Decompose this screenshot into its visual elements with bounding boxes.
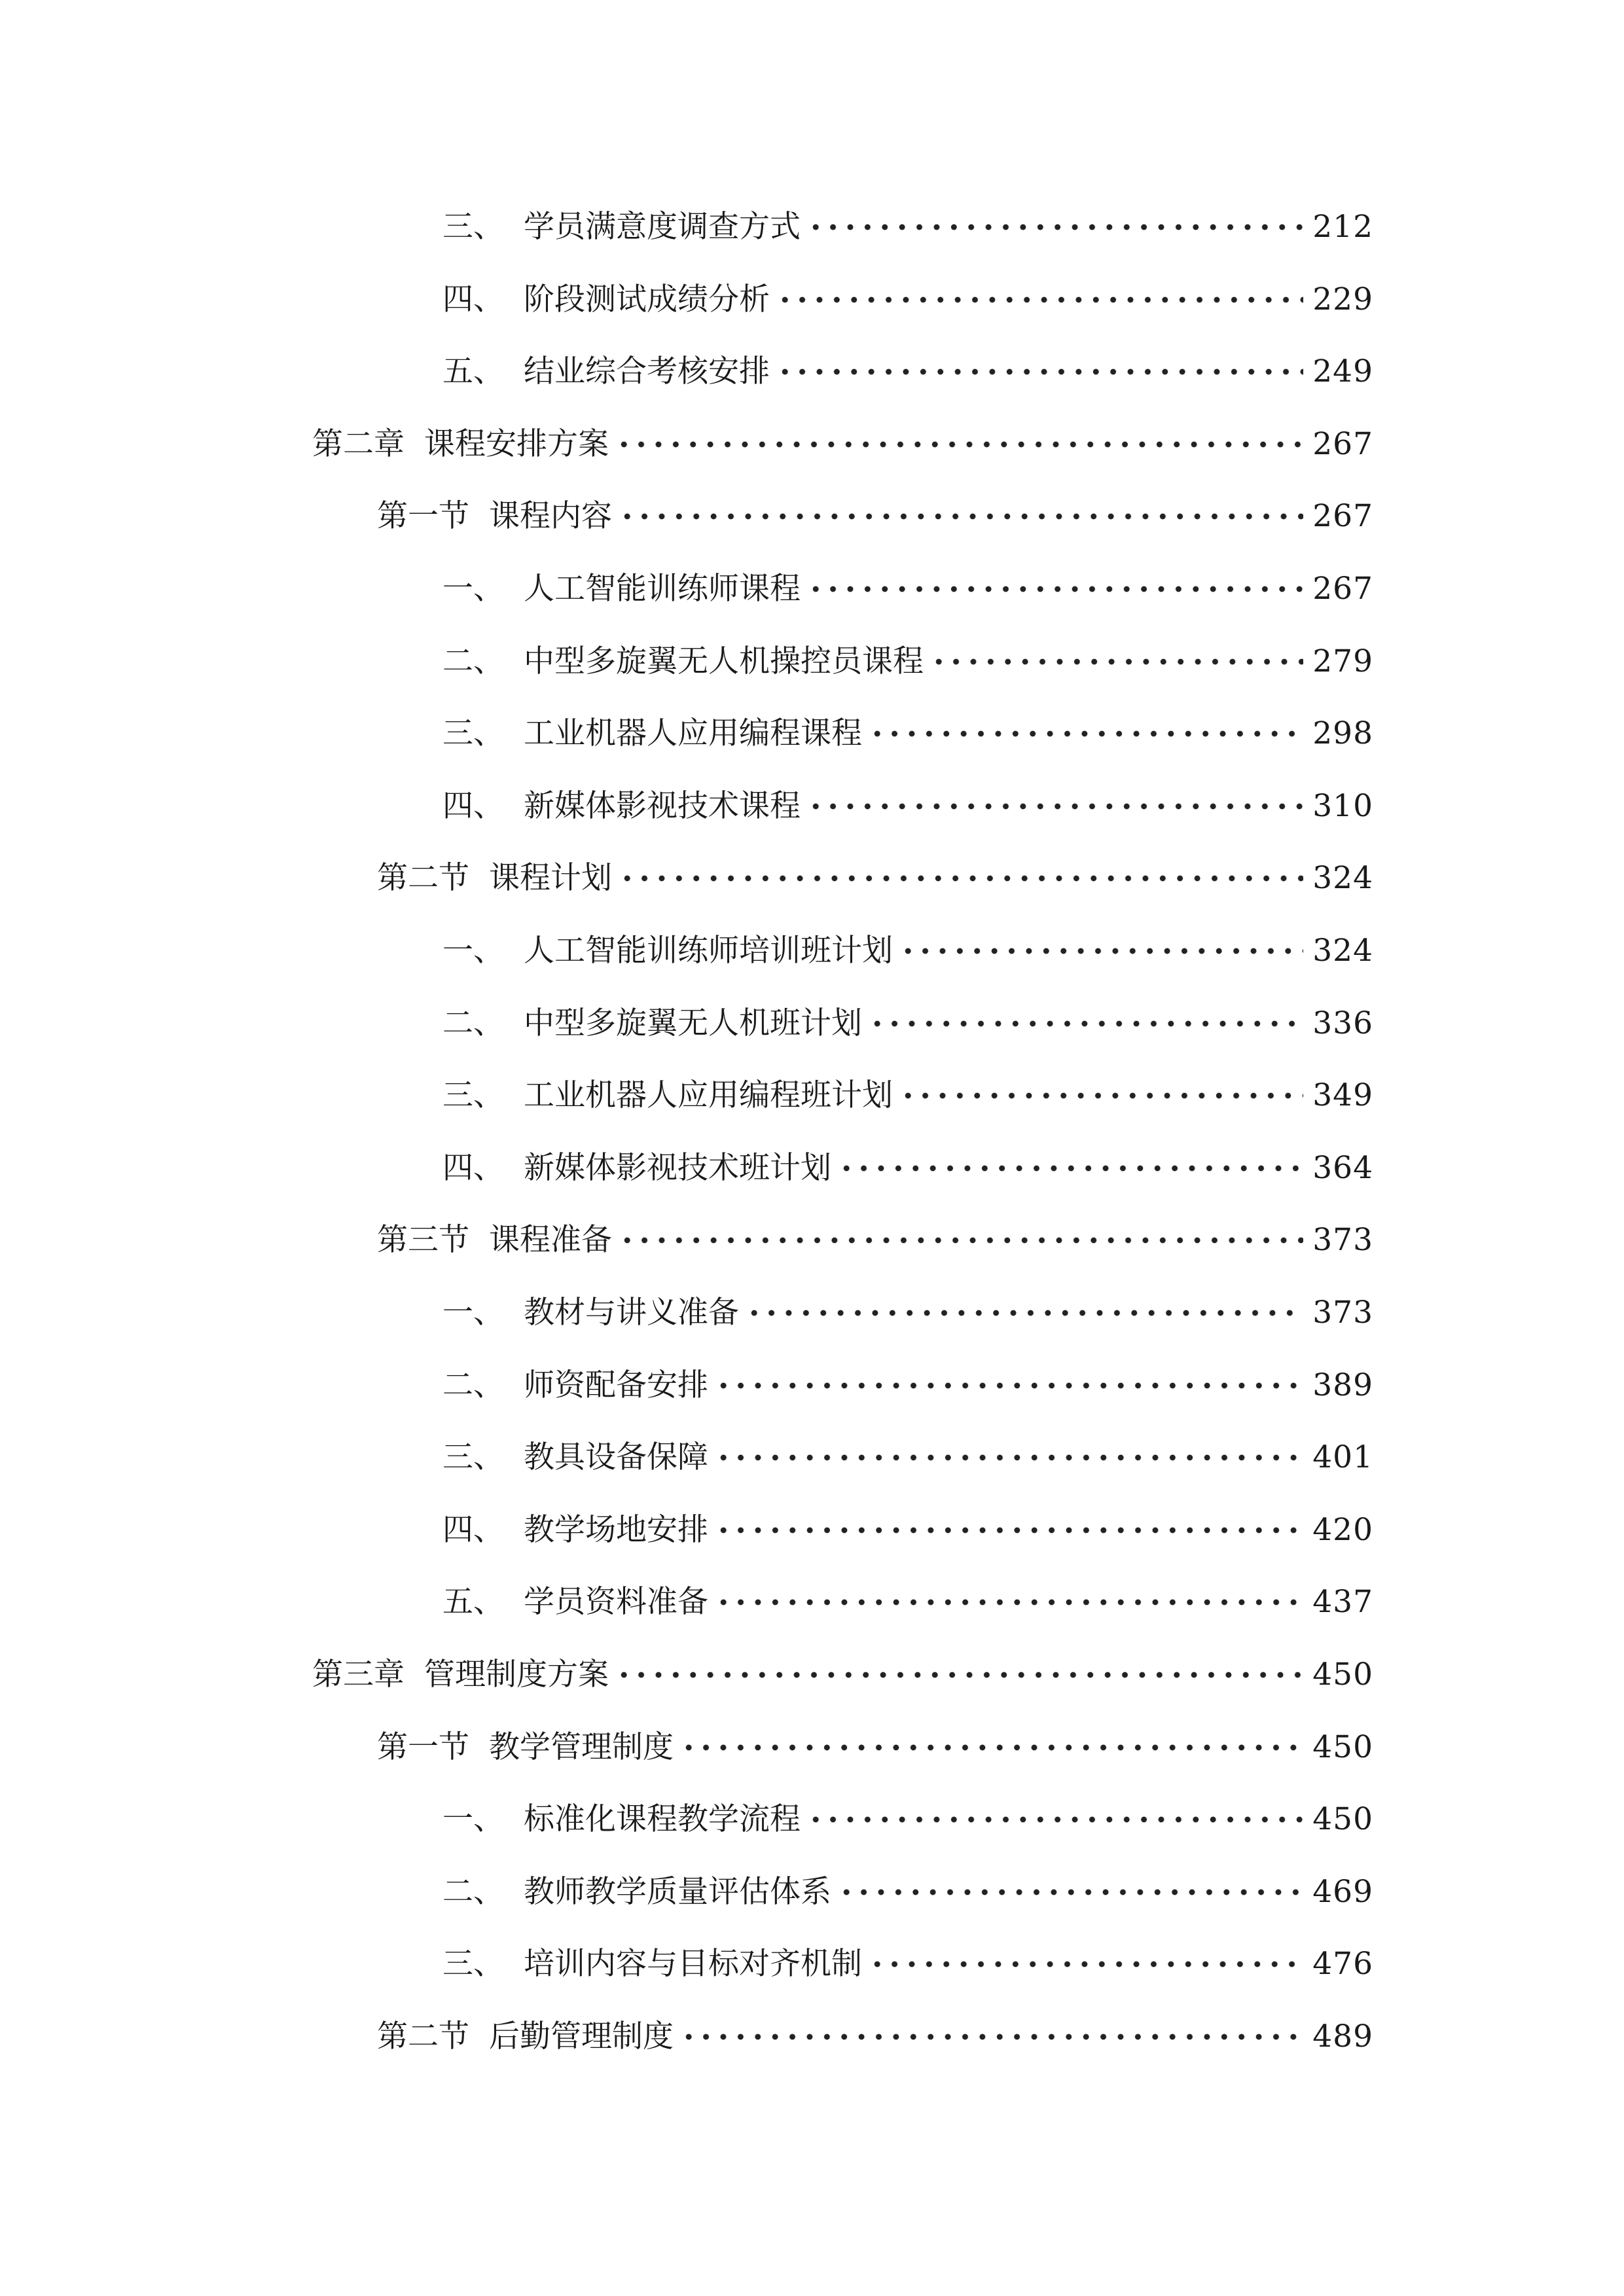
toc-entry-page-number: 450 bbox=[1312, 1801, 1373, 1837]
toc-entry-page-number: 212 bbox=[1312, 209, 1373, 245]
toc-entry-number: 第一节 bbox=[377, 1729, 469, 1765]
toc-entry-item[interactable] bbox=[442, 1579, 1373, 1625]
toc-entry-item[interactable] bbox=[442, 1073, 1373, 1119]
toc-dot-leader bbox=[715, 1444, 1303, 1471]
toc-entry-number: 三、 bbox=[442, 715, 504, 751]
toc-dot-leader bbox=[715, 1517, 1303, 1543]
toc-dot-leader bbox=[619, 1227, 1303, 1253]
toc-entry-title: 课程计划 bbox=[489, 860, 612, 896]
toc-entry-page-number: 450 bbox=[1312, 1657, 1373, 1693]
toc-dot-leader bbox=[776, 287, 1303, 313]
toc-entry-title: 后勤管理制度 bbox=[489, 2018, 674, 2054]
toc-entry-page-number: 476 bbox=[1312, 1946, 1373, 1982]
toc-entry-page-number: 336 bbox=[1312, 1005, 1373, 1041]
toc-dot-leader bbox=[715, 1589, 1303, 1615]
toc-entry-item[interactable] bbox=[442, 711, 1373, 757]
toc-dot-leader bbox=[680, 1734, 1303, 1761]
toc-entry-page-number: 298 bbox=[1312, 715, 1373, 751]
toc-entry-title: 学员满意度调查方式 bbox=[524, 209, 801, 245]
toc-entry-number: 二、 bbox=[442, 1874, 504, 1910]
toc-dot-leader bbox=[807, 793, 1303, 819]
toc-entry-number: 一、 bbox=[442, 933, 504, 969]
toc-entry-page-number: 324 bbox=[1312, 860, 1373, 896]
toc-entry-section[interactable] bbox=[377, 2014, 1373, 2060]
toc-entry-page-number: 401 bbox=[1312, 1439, 1373, 1475]
toc-entry-item[interactable] bbox=[442, 1290, 1373, 1336]
toc-entry-item[interactable] bbox=[442, 566, 1373, 612]
toc-dot-leader bbox=[619, 503, 1303, 529]
toc-dot-leader bbox=[869, 721, 1303, 747]
toc-dot-leader bbox=[838, 1155, 1303, 1181]
toc-entry-number: 一、 bbox=[442, 1295, 504, 1331]
toc-entry-page-number: 373 bbox=[1312, 1295, 1373, 1331]
toc-entry-number: 二、 bbox=[442, 1367, 504, 1403]
toc-entry-number: 五、 bbox=[442, 353, 504, 389]
toc-dot-leader bbox=[869, 1011, 1303, 1037]
toc-dot-leader bbox=[715, 1372, 1303, 1399]
toc-dot-leader bbox=[619, 865, 1303, 891]
toc-entry-title: 工业机器人应用编程课程 bbox=[524, 715, 862, 751]
toc-entry-title: 教师教学质量评估体系 bbox=[524, 1874, 831, 1910]
toc-entry-item[interactable] bbox=[442, 783, 1373, 829]
toc-dot-leader bbox=[615, 1662, 1303, 1688]
toc-entry-item[interactable] bbox=[442, 204, 1373, 250]
toc-entry-number: 第二章 bbox=[312, 426, 405, 462]
toc-entry-item[interactable] bbox=[442, 1941, 1373, 1987]
toc-entry-page-number: 324 bbox=[1312, 933, 1373, 969]
toc-entry-number: 三、 bbox=[442, 209, 504, 245]
toc-entry-title: 教具设备保障 bbox=[524, 1439, 708, 1475]
toc-entry-page-number: 389 bbox=[1312, 1367, 1373, 1403]
toc-dot-leader bbox=[869, 1951, 1303, 1977]
toc-entry-title: 人工智能训练师培训班计划 bbox=[524, 933, 893, 969]
toc-entry-section[interactable] bbox=[377, 493, 1373, 539]
toc-entry-number: 第一节 bbox=[377, 498, 469, 534]
toc-dot-leader bbox=[746, 1300, 1303, 1326]
toc-entry-item[interactable] bbox=[442, 1869, 1373, 1915]
toc-entry-page-number: 267 bbox=[1312, 498, 1373, 534]
toc-entry-number: 四、 bbox=[442, 281, 504, 317]
toc-entry-number: 四、 bbox=[442, 788, 504, 824]
toc-entry-number: 三、 bbox=[442, 1077, 504, 1113]
toc-entry-title: 标准化课程教学流程 bbox=[524, 1801, 801, 1837]
toc-entry-item[interactable] bbox=[442, 1797, 1373, 1842]
toc-entry-chapter[interactable] bbox=[312, 422, 1373, 467]
toc-entry-number: 第三章 bbox=[312, 1657, 405, 1693]
toc-entry-page-number: 249 bbox=[1312, 353, 1373, 389]
toc-entry-number: 四、 bbox=[442, 1150, 504, 1186]
toc-entry-page-number: 349 bbox=[1312, 1077, 1373, 1113]
toc-entry-number: 四、 bbox=[442, 1512, 504, 1548]
toc-entry-chapter[interactable] bbox=[312, 1652, 1373, 1698]
toc-entry-page-number: 469 bbox=[1312, 1874, 1373, 1910]
toc-entry-item[interactable] bbox=[442, 349, 1373, 395]
toc-entry-number: 二、 bbox=[442, 643, 504, 679]
toc-entry-title: 新媒体影视技术班计划 bbox=[524, 1150, 831, 1186]
toc-entry-page-number: 450 bbox=[1312, 1729, 1373, 1765]
toc-entry-title: 师资配备安排 bbox=[524, 1367, 708, 1403]
toc-entry-page-number: 310 bbox=[1312, 788, 1373, 824]
toc-entry-item[interactable] bbox=[442, 1145, 1373, 1191]
toc-entry-page-number: 267 bbox=[1312, 426, 1373, 462]
toc-dot-leader bbox=[807, 1806, 1303, 1833]
toc-entry-number: 第三节 bbox=[377, 1222, 469, 1258]
toc-entry-page-number: 373 bbox=[1312, 1222, 1373, 1258]
toc-entry-title: 教材与讲义准备 bbox=[524, 1295, 739, 1331]
toc-entry-item[interactable] bbox=[442, 1363, 1373, 1408]
toc-entry-title: 人工智能训练师课程 bbox=[524, 571, 801, 607]
toc-entry-page-number: 364 bbox=[1312, 1150, 1373, 1186]
toc-entry-title: 教学场地安排 bbox=[524, 1512, 708, 1548]
toc-entry-number: 三、 bbox=[442, 1439, 504, 1475]
toc-dot-leader bbox=[899, 1083, 1303, 1109]
toc-entry-section[interactable] bbox=[377, 855, 1373, 901]
toc-entry-title: 工业机器人应用编程班计划 bbox=[524, 1077, 893, 1113]
toc-entry-number: 一、 bbox=[442, 571, 504, 607]
toc-entry-number: 三、 bbox=[442, 1946, 504, 1982]
toc-dot-leader bbox=[807, 576, 1303, 602]
toc-entry-title: 课程安排方案 bbox=[424, 426, 609, 462]
toc-entry-page-number: 420 bbox=[1312, 1512, 1373, 1548]
toc-entry-section[interactable] bbox=[377, 1217, 1373, 1263]
toc-dot-leader bbox=[680, 2024, 1303, 2050]
toc-entry-page-number: 229 bbox=[1312, 281, 1373, 317]
toc-entry-item[interactable] bbox=[442, 1001, 1373, 1047]
toc-entry-title: 培训内容与目标对齐机制 bbox=[524, 1946, 862, 1982]
toc-entry-title: 中型多旋翼无人机班计划 bbox=[524, 1005, 862, 1041]
toc-dot-leader bbox=[776, 359, 1303, 385]
toc-entry-page-number: 279 bbox=[1312, 643, 1373, 679]
toc-entry-title: 中型多旋翼无人机操控员课程 bbox=[524, 643, 924, 679]
toc-entry-number: 第二节 bbox=[377, 860, 469, 896]
toc-entry-title: 教学管理制度 bbox=[489, 1729, 674, 1765]
toc-dot-leader bbox=[838, 1879, 1303, 1905]
toc-entry-title: 新媒体影视技术课程 bbox=[524, 788, 801, 824]
toc-dot-leader bbox=[807, 214, 1303, 240]
toc-entry-number: 一、 bbox=[442, 1801, 504, 1837]
toc-dot-leader bbox=[615, 431, 1303, 457]
toc-entry-page-number: 267 bbox=[1312, 571, 1373, 607]
toc-entry-section[interactable] bbox=[377, 1725, 1373, 1770]
toc-entry-title: 阶段测试成绩分析 bbox=[524, 281, 770, 317]
toc-entry-title: 管理制度方案 bbox=[424, 1657, 609, 1693]
toc-entry-title: 结业综合考核安排 bbox=[524, 353, 770, 389]
toc-entry-title: 课程准备 bbox=[489, 1222, 612, 1258]
toc-dot-leader bbox=[930, 649, 1303, 675]
toc-entry-item[interactable] bbox=[442, 1435, 1373, 1480]
toc-entry-item[interactable] bbox=[442, 928, 1373, 974]
toc-entry-number: 五、 bbox=[442, 1584, 504, 1620]
toc-entry-item[interactable] bbox=[442, 639, 1373, 685]
toc-entry-number: 二、 bbox=[442, 1005, 504, 1041]
toc-entry-number: 第二节 bbox=[377, 2018, 469, 2054]
toc-entry-title: 学员资料准备 bbox=[524, 1584, 708, 1620]
toc-entry-item[interactable] bbox=[442, 1507, 1373, 1553]
toc-dot-leader bbox=[899, 938, 1303, 964]
toc-entry-page-number: 437 bbox=[1312, 1584, 1373, 1620]
toc-entry-title: 课程内容 bbox=[489, 498, 612, 534]
toc-entry-page-number: 489 bbox=[1312, 2018, 1373, 2054]
toc-entry-item[interactable] bbox=[442, 277, 1373, 323]
